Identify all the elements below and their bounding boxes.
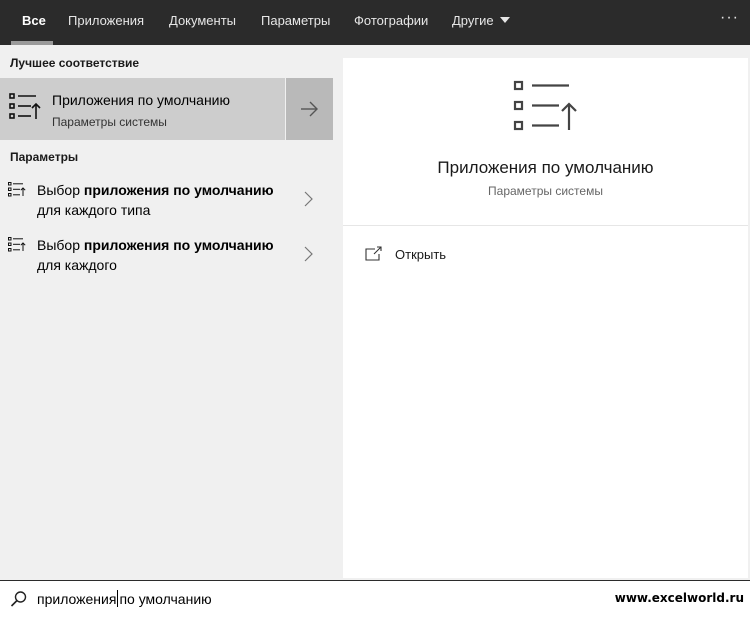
settings-result-label: Выбор приложения по умолчанию для каждого [37,237,274,273]
open-label: Открыть [395,247,447,262]
best-match-subtitle: Параметры системы [52,115,167,129]
open-details-button[interactable] [286,78,333,140]
more-options-button[interactable]: ··· [720,9,739,26]
search-icon [10,590,28,613]
settings-result-item[interactable] [0,178,333,230]
detail-pane [343,58,748,578]
default-apps-list-icon [8,182,26,202]
search-input[interactable]: приложения по умолчанию [37,591,212,607]
detail-header [343,58,748,226]
tab-documents[interactable]: Документы [169,13,237,28]
open-window-icon [365,246,383,267]
tab-apps[interactable]: Приложения [68,13,145,28]
best-match-result [0,78,333,140]
chevron-down-icon [500,17,510,23]
settings-result-label: Выбор приложения по умолчанию для каждого типа [37,182,274,218]
settings-result-item[interactable] [0,233,333,285]
default-apps-list-icon [9,93,41,126]
tab-settings[interactable]: Параметры [261,13,331,28]
detail-subtitle: Параметры системы [488,184,603,198]
tab-all[interactable]: Все [22,13,46,28]
best-match-title: Приложения по умолчанию [52,92,230,108]
best-match-heading: Лучшее соответствие [10,56,140,70]
arrow-right-icon [286,78,333,140]
tab-other-label: Другие [452,13,494,28]
chevron-right-icon [302,190,314,213]
best-match-item[interactable] [0,78,285,140]
search-box [0,580,750,617]
watermark: www.excelworld.ru [614,591,744,605]
default-apps-list-icon [8,237,26,257]
tab-photos[interactable]: Фотографии [354,13,429,28]
default-apps-list-icon [513,80,579,141]
tab-other[interactable] [452,0,510,45]
search-filter-bar [0,0,750,45]
detail-title: Приложения по умолчанию [437,158,654,177]
chevron-right-icon [302,245,314,268]
settings-heading: Параметры [10,150,79,164]
